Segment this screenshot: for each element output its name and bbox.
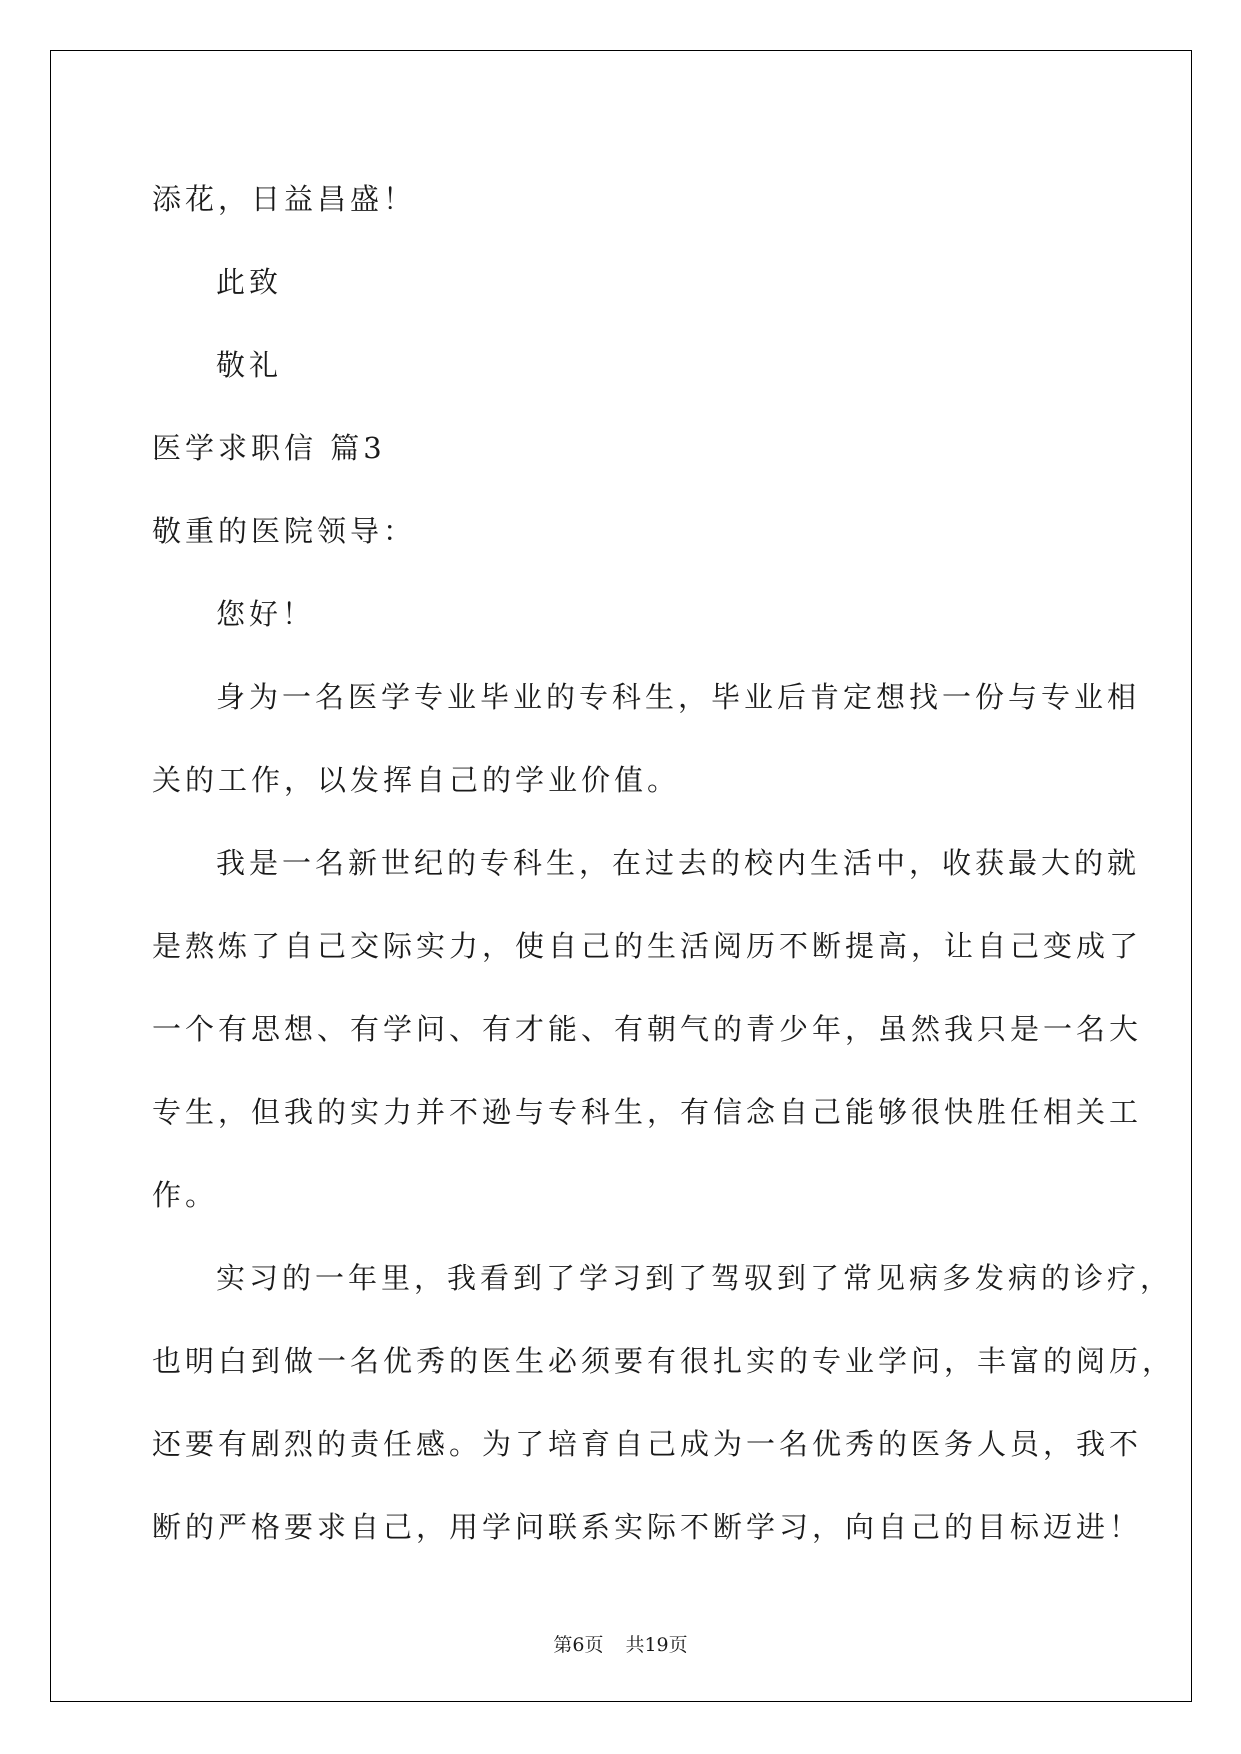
text-line: 还要有剧烈的责任感。为了培育自己成为一名优秀的医务人员，我不 (152, 1427, 1143, 1461)
text-line: 敬礼 (216, 348, 283, 382)
text-line: 一个有思想、有学问、有才能、有朝气的青少年，虽然我只是一名大 (152, 1012, 1143, 1046)
text-line: 断的严格要求自己，用学问联系实际不断学习，向自己的目标迈进！ (152, 1510, 1143, 1544)
salutation: 敬重的医院领导： (152, 514, 417, 548)
text-line: 作。 (152, 1178, 219, 1212)
text-line: 是熬炼了自己交际实力，使自己的生活阅历不断提高，让自己变成了 (152, 929, 1143, 963)
text-line: 实习的一年里，我看到了学习到了驾驭到了常见病多发病的诊疗， (216, 1261, 1174, 1295)
section-heading: 医学求职信 篇3 (152, 431, 386, 465)
document-body (152, 158, 1176, 1569)
text-line: 关的工作，以发挥自己的学业价值。 (152, 763, 681, 797)
page-total: 共19页 (625, 1634, 688, 1656)
text-line: 专生，但我的实力并不逊与专科生，有信念自己能够很快胜任相关工 (152, 1095, 1143, 1129)
text-line: 此致 (216, 265, 283, 299)
page-number: 第6页 (553, 1634, 604, 1656)
text-line: 添花，日益昌盛！ (152, 182, 417, 216)
text-line: 身为一名医学专业毕业的专科生，毕业后肯定想找一份与专业相 (216, 680, 1141, 714)
greeting: 您好！ (216, 597, 316, 631)
page-footer (0, 1630, 1241, 1657)
text-line: 我是一名新世纪的专科生，在过去的校内生活中，收获最大的就 (216, 846, 1141, 880)
text-line: 也明白到做一名优秀的医生必须要有很扎实的专业学问，丰富的阅历， (152, 1344, 1176, 1378)
